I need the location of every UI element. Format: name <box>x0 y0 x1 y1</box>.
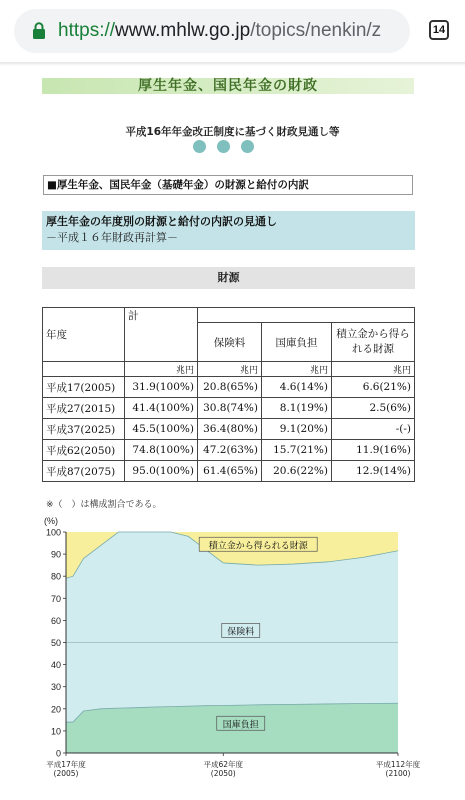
cell-year: 平成17(2005) <box>43 377 125 398</box>
y-tick-label: 60 <box>50 615 61 626</box>
cell-total: 45.5(100%) <box>125 419 198 440</box>
unit-cell: 兆円 <box>332 362 415 377</box>
toolbar-shadow <box>0 62 465 66</box>
cell-year: 平成87(2075) <box>43 461 125 482</box>
y-tick-label: 70 <box>50 593 61 604</box>
page-subtitle: 平成16年年金改正制度に基づく財政見通し等 <box>125 126 340 138</box>
dot-icon <box>217 140 230 153</box>
y-tick-label: 100 <box>45 527 61 538</box>
lock-icon <box>32 22 46 40</box>
y-tick-label: 40 <box>50 660 61 671</box>
cell-treasury: 9.1(20%) <box>262 419 332 440</box>
y-tick-label: 10 <box>50 726 61 737</box>
section-heading: ■厚生年金、国民年金（基礎年金）の財源と給付の内訳 <box>43 175 413 195</box>
y-tick-label: 80 <box>50 571 61 582</box>
tab-switcher-button[interactable]: 14 <box>429 20 449 40</box>
cell-total: 95.0(100%) <box>125 461 198 482</box>
series-label-insurance: 保険料 <box>227 627 255 638</box>
y-tick-label: 90 <box>50 549 61 560</box>
cell-year: 平成37(2025) <box>43 419 125 440</box>
header-total: 計 <box>125 308 198 362</box>
cell-treasury: 15.7(21%) <box>262 440 332 461</box>
y-tick-label: 20 <box>50 704 61 715</box>
header-treasury: 国庫負担 <box>262 323 332 362</box>
y-tick-label: 0 <box>55 748 61 759</box>
cell-insurance: 20.8(65%) <box>198 377 262 398</box>
header-spacer <box>332 308 415 323</box>
projection-subtitle: －平成１６年財政再計算－ <box>46 231 178 244</box>
series-label-treasury: 国庫負担 <box>222 720 259 731</box>
cell-reserve: 2.5(6%) <box>332 398 415 419</box>
table-header-row <box>43 308 415 323</box>
table-row <box>43 419 415 440</box>
url-scheme: https:// <box>58 20 116 41</box>
funding-composition-chart <box>0 510 465 800</box>
unit-cell: 兆円 <box>198 362 262 377</box>
header-insurance: 保険料 <box>198 323 262 362</box>
cell-reserve: -(-) <box>332 419 415 440</box>
header-reserve: 積立金から得られる財源 <box>332 323 415 362</box>
finance-table <box>42 307 415 482</box>
y-axis-label: (%) <box>44 516 58 526</box>
unit-cell: 兆円 <box>262 362 332 377</box>
table-row <box>43 377 415 398</box>
unit-cell: 兆円 <box>125 362 198 377</box>
header-spacer <box>262 308 332 323</box>
projection-header <box>42 211 415 250</box>
unit-cell-empty <box>43 362 125 377</box>
cell-year: 平成27(2015) <box>43 398 125 419</box>
x-tick-sublabel: (2005) <box>53 769 79 778</box>
dot-icon <box>193 140 206 153</box>
header-year: 年度 <box>43 308 125 362</box>
cell-reserve: 6.6(21%) <box>332 377 415 398</box>
x-tick-sublabel: (2100) <box>385 769 411 778</box>
x-tick-label: 平成112年度 <box>375 760 421 769</box>
unit-row <box>43 362 415 377</box>
url-path: /topics/nenkin/z <box>250 20 382 41</box>
cell-insurance: 36.4(80%) <box>198 419 262 440</box>
table-note: ※（ ）は構成割合である。 <box>46 500 162 510</box>
table-row <box>43 398 415 419</box>
url-host: www.mhlw.go.jp <box>115 20 251 41</box>
series-label-reserve: 積立金から得られる財源 <box>208 541 308 552</box>
table-row <box>43 461 415 482</box>
cell-treasury: 8.1(19%) <box>262 398 332 419</box>
cell-year: 平成62(2050) <box>43 440 125 461</box>
header-spacer <box>198 308 262 323</box>
cell-insurance: 47.2(63%) <box>198 440 262 461</box>
x-tick-label: 平成62年度 <box>203 760 244 769</box>
cell-insurance: 61.4(65%) <box>198 461 262 482</box>
cell-reserve: 11.9(16%) <box>332 440 415 461</box>
browser-toolbar <box>0 0 465 62</box>
cell-reserve: 12.9(14%) <box>332 461 415 482</box>
cell-treasury: 4.6(14%) <box>262 377 332 398</box>
cell-total: 41.4(100%) <box>125 398 198 419</box>
x-tick-label: 平成17年度 <box>46 760 86 769</box>
y-tick-label: 50 <box>50 638 61 648</box>
dot-icon <box>241 140 254 153</box>
x-tick-sublabel: (2050) <box>210 769 236 778</box>
url-text[interactable] <box>58 19 398 43</box>
table-row <box>43 440 415 461</box>
page-title: 厚生年金、国民年金の財政 <box>42 78 414 94</box>
cell-insurance: 30.8(74%) <box>198 398 262 419</box>
cell-total: 74.8(100%) <box>125 440 198 461</box>
projection-title: 厚生年金の年度別の財源と給付の内訳の見通し <box>46 215 277 228</box>
finance-label: 財源 <box>42 267 415 289</box>
cell-treasury: 20.6(22%) <box>262 461 332 482</box>
address-bar[interactable] <box>14 9 410 53</box>
decorative-dots <box>193 140 273 154</box>
y-tick-label: 30 <box>50 682 61 693</box>
cell-total: 31.9(100%) <box>125 377 198 398</box>
